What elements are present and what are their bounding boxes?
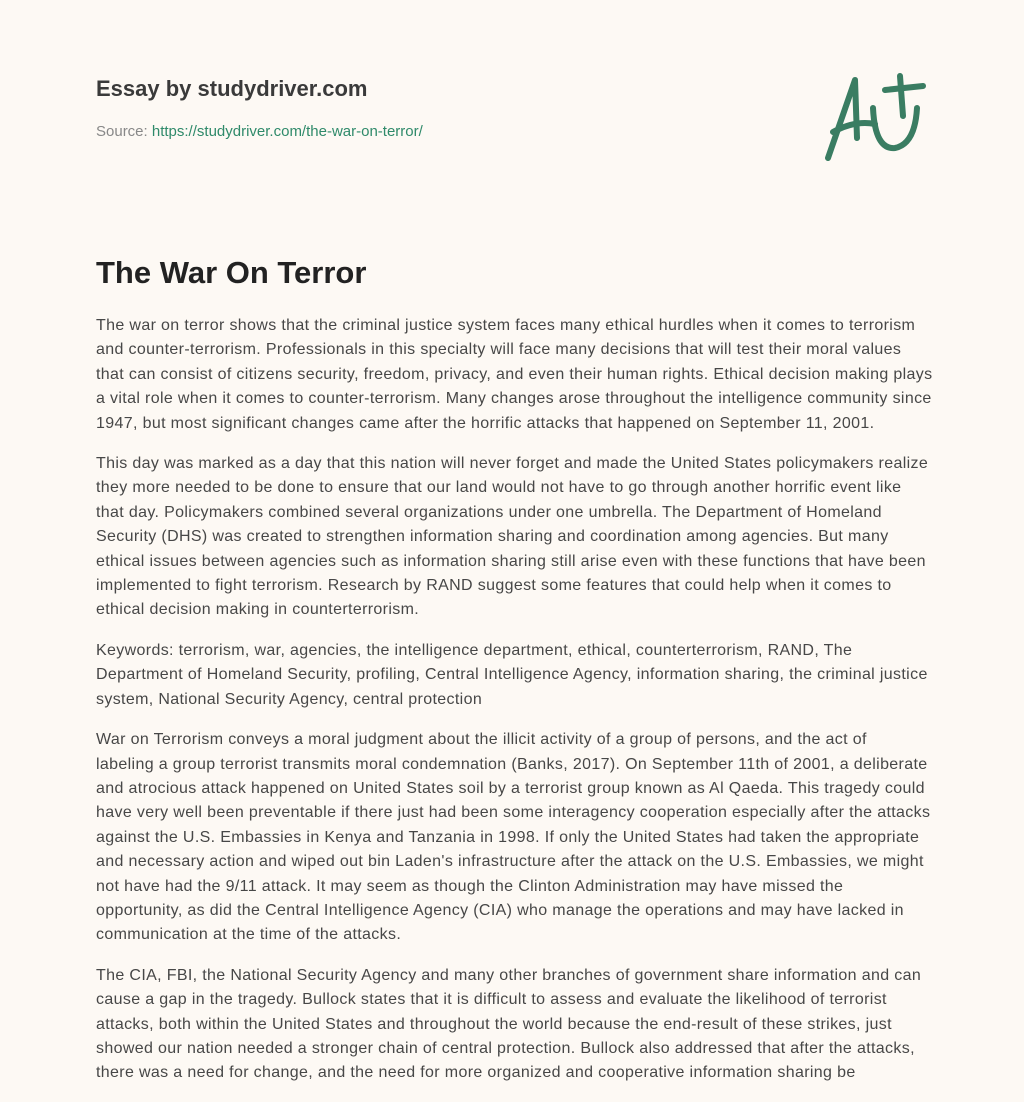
text-line: opportunity, as did the Central Intelligence Agency (CIA) who manage the operations and may have lacked in (96, 901, 904, 919)
text-line: and counter-terrorism. Professionals in this specialty will face many decisions that will test their moral values (96, 341, 902, 359)
text-line: Security (DHS) was created to strengthen information sharing and coordination among agencies. But many (96, 528, 889, 546)
paragraph-4 (96, 728, 936, 948)
text-line: there was a need for change, and the need for more organized and cooperative information sharing be (96, 1064, 856, 1082)
text-line: against the U.S. Embassies in Kenya and Tanzania in 1998. If only the United States had taken the appropriate (96, 828, 920, 846)
paragraph-5 (96, 964, 936, 1086)
text-line: War on Terrorism conveys a moral judgment about the illicit activity of a group of persons, and the act of (96, 731, 867, 749)
source-label: Source: (96, 123, 148, 140)
text-line: and atrocious attack happened on United States soil by a terrorist group known as Al Qaeda. This tragedy could (96, 779, 925, 797)
text-line: that day. Policymakers combined several organizations under one umbrella. The Department of Homeland (96, 503, 882, 521)
essay-body (96, 314, 936, 1102)
text-line: ethical decision making in counterterrorism. (96, 601, 420, 619)
text-line: showed our nation needed a stronger chain of central protection. Bullock also addressed that after the attacks, (96, 1039, 915, 1057)
text-line: 1947, but most significant changes came after the horrific attacks that happened on September 11, 2001. (96, 414, 875, 432)
text-line: a vital role when it comes to counter-terrorism. Many changes arose throughout the intelligence community since (96, 390, 932, 408)
text-line: attacks, both within the United States and throughout the world because the end-result of these strikes, just (96, 1015, 892, 1033)
text-line: implemented to fight terrorism. Research by RAND suggest some features that could help when it comes to (96, 577, 892, 595)
text-line: Keywords: terrorism, war, agencies, the intelligence department, ethical, counterterrorism, RAND, The (96, 641, 853, 659)
text-line: that can consist of citizens security, freedom, privacy, and even their human rights. Ethical decision making plays (96, 365, 933, 383)
text-line: cause a gap in the tragedy. Bullock states that it is difficult to assess and evaluate the likelihood of terrorist (96, 991, 887, 1009)
paragraph-1 (96, 314, 936, 436)
a-plus-logo (815, 68, 930, 168)
source-link[interactable]: https://studydriver.com/the-war-on-terror/ (151, 123, 423, 140)
text-line: system, National Security Agency, central protection (96, 690, 483, 708)
text-line: ethical issues between agencies such as information sharing still arise even with these functions that have been (96, 552, 926, 570)
text-line: and necessary action and wiped out bin Laden's infrastructure after the attack on the U.S. Embassies, we might (96, 853, 924, 871)
source-line (96, 123, 423, 140)
text-line: This day was marked as a day that this nation will never forget and made the United States policymakers realize (96, 455, 929, 473)
text-line: labeling a group terrorist transmits moral condemnation (Banks, 2017). On September 11th of 2001, a deliberate (96, 755, 928, 773)
site-brand: Essay by studydriver.com (96, 76, 368, 101)
text-line: communication at the time of the attacks. (96, 926, 402, 944)
text-line: Department of Homeland Security, profiling, Central Intelligence Agency, information sharing, the criminal justice (96, 666, 928, 684)
page-title: The War On Terror (96, 255, 367, 290)
keywords-paragraph (96, 639, 936, 712)
text-line: have very well been preventable if there just had been some interagency cooperation especially after the attacks (96, 804, 931, 822)
text-line: The war on terror shows that the criminal justice system faces many ethical hurdles when it comes to terrorism (96, 317, 916, 334)
text-line: they more needed to be done to ensure that our land would not have to go through another horrific event like (96, 479, 902, 497)
text-line: The CIA, FBI, the National Security Agency and many other branches of government share information and can (96, 966, 922, 984)
paragraph-2 (96, 452, 936, 623)
text-line: not have had the 9/11 attack. It may seem as though the Clinton Administration may have missed the (96, 877, 844, 895)
